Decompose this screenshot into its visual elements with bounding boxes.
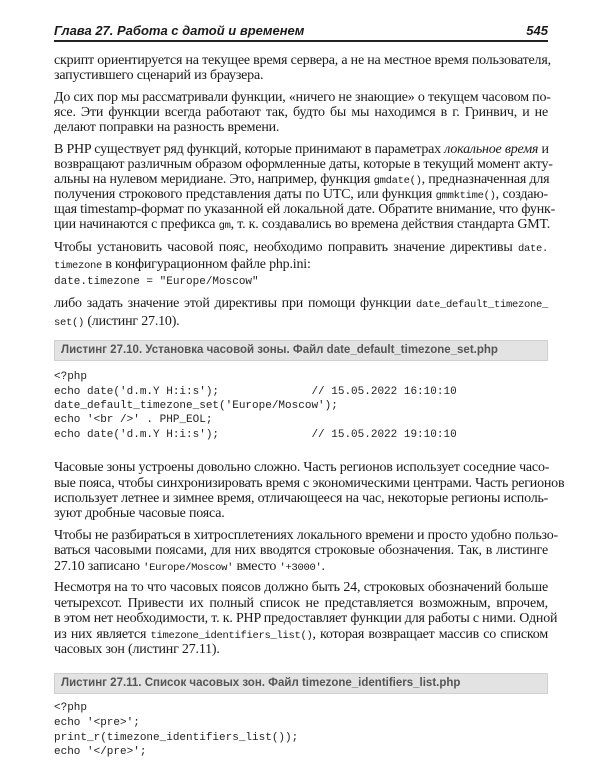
inline-code: timezone (54, 259, 103, 272)
paragraph-line (54, 580, 548, 595)
text-run: в конфигурационном файле php.ini: (102, 256, 311, 272)
text-run: . (321, 558, 325, 574)
paragraph-line (54, 559, 548, 574)
text-run: , предназначенная для (421, 171, 550, 187)
text-run: (листинг 27.10). (84, 313, 180, 329)
inline-code: date. (517, 242, 548, 255)
code-line: <?php (54, 371, 88, 383)
paragraph-line (54, 296, 548, 311)
text-run: вместо (233, 558, 280, 574)
code-line: print_r(timezone_identifiers_list()); (54, 732, 299, 744)
paragraph-line (54, 68, 548, 83)
text-run: ваться часовыми поясами, для них вводятся строковые обозначения. Так, в листинге (54, 542, 548, 558)
text-run: ции начинаются с префикса (54, 216, 219, 232)
inline-code: set() (54, 316, 85, 329)
text-run: ясе. Эти функции всегда работают так, будто бы мы находимся в г. Гринвич, и не (54, 104, 548, 120)
paragraph-line (54, 89, 551, 105)
text-run: возвращают различным образом оформленные даты, которые в текущий момент акту- (54, 156, 553, 172)
paragraph-line (54, 475, 565, 491)
text-run: использует летнее и зимнее время, отличающееся на час, некоторые регионы исполь- (54, 490, 549, 506)
inline-code: date_default_timezone_ (415, 298, 548, 311)
text-run: часовых зон (листинг 27.11). (54, 641, 220, 657)
paragraph-line (54, 491, 548, 506)
code-line: echo '<br />' . PHP_EOL; (54, 414, 213, 426)
listing-caption: Листинг 27.10. Установка часовой зоны. Файл date_default_timezone_set.php (54, 340, 548, 361)
paragraph-line (54, 527, 559, 543)
paragraph-line (54, 314, 548, 329)
paragraph-line (54, 240, 548, 255)
text-run: До сих пор мы рассматривали функции, «ничего не знающие» о текущем часовом по- (54, 89, 551, 105)
inline-code: gmdate() (373, 174, 422, 187)
paragraph-line (54, 610, 558, 626)
text-run: В PHP существует ряд функций, которые принимают в параметрах (54, 141, 445, 157)
page-number: 545 (526, 23, 548, 38)
inline-code: timezone_identifiers_list() (150, 629, 313, 642)
text-run: получения строкового представления даты по UTC, или функция (54, 186, 436, 202)
paragraph-line (54, 105, 548, 120)
code-line: echo date('d.m.Y H:i:s'); // 15.05.2022 16:10:10 (54, 386, 457, 398)
text-run: вые пояса, чтобы синхронизировать время с экономическими центрами. Часть регионов (54, 475, 565, 491)
inline-code: 'Europe/Moscow' (143, 561, 234, 574)
code-line: date_default_timezone_set('Europe/Moscow'); (54, 400, 338, 412)
code-line: echo '<pre>'; (54, 717, 140, 729)
text-run: щая timestamp-формат по указанной ей локальной дате. Обратите внимание, что функ- (54, 201, 556, 217)
text-run: либо задать значение этой директивы при помощи функции (54, 295, 416, 311)
paragraph-line (54, 460, 548, 475)
chapter-title: Глава 27. Работа с датой и временем (54, 23, 305, 38)
paragraph-line (54, 627, 548, 642)
inline-code: gm (218, 219, 231, 232)
running-header (54, 22, 548, 42)
code-line: echo date('d.m.Y H:i:s'); // 15.05.2022 19:10:10 (54, 429, 457, 441)
text-run: из них является (54, 626, 151, 642)
text-run: , которая возвращает массив со списком (312, 626, 548, 642)
italic-term: локальное время (444, 141, 539, 157)
inline-code: gmmktime() (435, 189, 496, 202)
paragraph-line (54, 187, 548, 202)
paragraph-line (54, 257, 548, 272)
code-line: date.timezone = "Europe/Moscow" (54, 276, 259, 288)
text-run: , т. к. создавались во времена действия стандарта GMT. (230, 216, 551, 232)
text-run: 27.10 записано (54, 558, 144, 574)
paragraph-line (54, 156, 553, 172)
paragraph-line (54, 52, 551, 68)
paragraph-line (54, 506, 548, 521)
paragraph-line (54, 120, 548, 135)
code-line: echo '</pre>'; (54, 746, 147, 758)
paragraph-line (54, 172, 548, 187)
paragraph-line (54, 142, 548, 157)
text-run: Часовые зоны устроены довольно сложно. Часть регионов использует соседние часо- (54, 459, 550, 475)
paragraph-line (54, 642, 548, 657)
paragraph-line (54, 201, 556, 217)
paragraph-line (54, 216, 551, 232)
text-run: и (538, 141, 549, 157)
inline-code: '+3000' (279, 561, 322, 574)
text-run: четырехсот. Привести их полный список не представляется возможным, впрочем, (54, 595, 548, 611)
text-run: запустившего сценарий из браузера. (54, 67, 264, 83)
text-run: Чтобы установить часовой пояс, необходимо поправить значение директивы (54, 239, 518, 255)
paragraph-line (54, 596, 548, 611)
text-run: зуют дробные часовые пояса. (54, 505, 225, 521)
listing-caption: Листинг 27.11. Список часовых зон. Файл timezone_identifiers_list.php (54, 673, 548, 694)
text-run: скрипт ориентируется на текущее время сервера, а не на местное время пользователя, (54, 52, 551, 68)
code-line: <?php (54, 702, 88, 714)
text-run: в этом нет необходимости, т. к. PHP предоставляет функции для работы с ними. Одной (54, 610, 558, 626)
text-run: делают поправки на разность времени. (54, 119, 280, 135)
text-run: Чтобы не разбираться в хитросплетениях локального времени и просто удобно пользо- (54, 527, 559, 543)
text-run: , создаю- (495, 186, 548, 202)
text-run: Несмотря на то что часовых поясов должно быть 24, строковых обозначений больше (54, 579, 548, 595)
text-run: альны на нулевом меридиане. Это, например, функция (54, 171, 374, 187)
paragraph-line (54, 543, 548, 558)
